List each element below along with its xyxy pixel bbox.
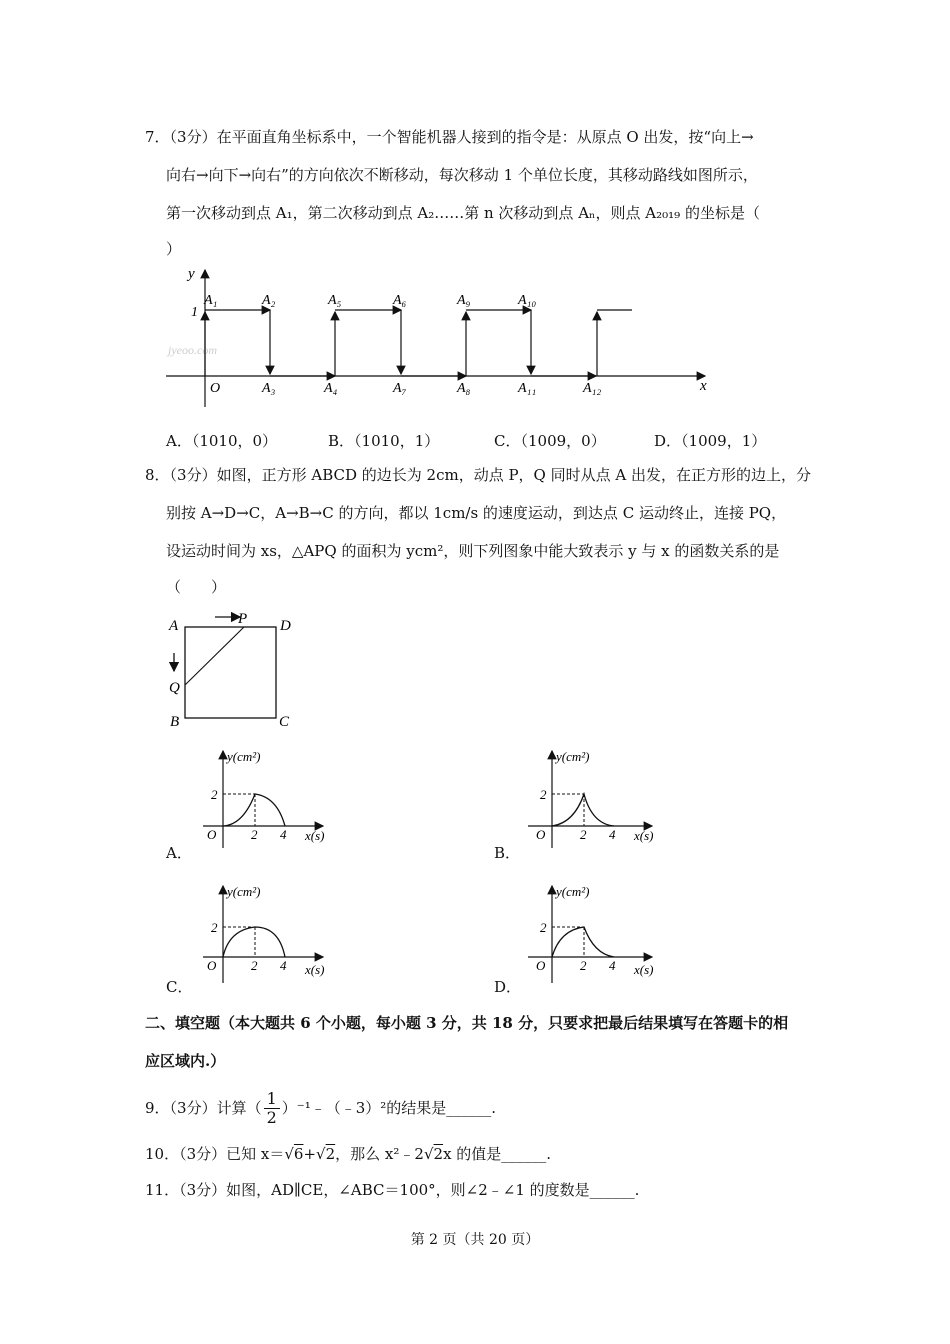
graph-c-two: 2 bbox=[211, 920, 218, 935]
q7-option-b[interactable]: B．（1010，1） bbox=[328, 432, 440, 450]
q7-option-d[interactable]: D．（1009，1） bbox=[654, 432, 767, 450]
q9-line bbox=[145, 1086, 496, 1130]
label-a10: A₁₀ bbox=[518, 293, 537, 308]
graph-c-curve bbox=[223, 927, 285, 957]
label-a5: A₅ bbox=[328, 293, 342, 308]
label-a4: A₄ bbox=[324, 381, 338, 396]
graph-a-two: 2 bbox=[211, 787, 218, 802]
graph-d-origin: O bbox=[536, 958, 546, 973]
q8-line-3: 设运动时间为 xs，△APQ 的面积为 ycm²，则下列图象中能大致表示 y 与 x 的函数关系的是 bbox=[166, 542, 780, 560]
q9-fraction bbox=[264, 1090, 280, 1127]
graph-b-origin: O bbox=[536, 827, 546, 842]
q7-option-c[interactable]: C．（1009，0） bbox=[494, 432, 606, 450]
graph-c-y-label: y(cm²) bbox=[227, 884, 261, 899]
graph-b-x2: 2 bbox=[580, 827, 587, 842]
q9-prefix: 9．（3分）计算（ bbox=[145, 1099, 262, 1117]
graph-option-a bbox=[195, 745, 340, 850]
label-d: D bbox=[280, 618, 291, 634]
graph-d-curve bbox=[552, 927, 614, 957]
q11-line: 11．（3分）如图，AD∥CE，∠ABC＝100°，则∠2﹣∠1 的度数是______. bbox=[145, 1181, 640, 1199]
label-a3: A₃ bbox=[262, 381, 276, 396]
q7-line-3: 第一次移动到点 A₁，第二次移动到点 A₂……第 n 次移动到点 Aₙ，则点 A₂₀₁₉ 的坐标是（ bbox=[166, 204, 760, 222]
x-axis-label: x bbox=[700, 378, 707, 394]
graph-d-x2: 2 bbox=[580, 958, 587, 973]
graph-b-x-label: x(s) bbox=[634, 828, 654, 843]
graph-b-y-label: y(cm²) bbox=[556, 749, 590, 764]
section2-heading-1: 二、填空题（本大题共 6 个小题，每小题 3 分，共 18 分，只要求把最后结果填写在答题卡的相 bbox=[145, 1014, 789, 1032]
q8-option-a[interactable]: A． bbox=[166, 844, 192, 862]
q9-frac-num: 1 bbox=[264, 1090, 280, 1109]
graph-b-x4: 4 bbox=[609, 827, 616, 842]
label-a8: A₈ bbox=[457, 381, 471, 396]
graph-c-x-label: x(s) bbox=[305, 962, 325, 977]
q10-sqrt-6: √6 bbox=[284, 1145, 304, 1163]
graph-d-x-label: x(s) bbox=[634, 962, 654, 977]
label-c: C bbox=[279, 714, 290, 730]
label-a6: A₆ bbox=[393, 293, 407, 308]
q7-line-2: 向右→向下→向右”的方向依次不断移动，每次移动 1 个单位长度，其移动路线如图所示， bbox=[166, 166, 758, 184]
q10-mid: ，那么 x²﹣2 bbox=[335, 1145, 424, 1163]
label-b: B bbox=[170, 714, 180, 730]
q10-suffix: x 的值是______. bbox=[443, 1145, 552, 1163]
origin-label: O bbox=[210, 381, 221, 396]
q10-sqrt-2a: √2 bbox=[316, 1145, 336, 1163]
q7-option-a[interactable]: A．（1010，0） bbox=[166, 432, 278, 450]
y-axis-label: y bbox=[188, 266, 195, 282]
graph-a-origin: O bbox=[207, 827, 217, 842]
graph-option-b bbox=[524, 745, 669, 850]
q7-line-4: ） bbox=[166, 240, 182, 258]
label-a7: A₇ bbox=[393, 381, 407, 396]
q9-suffix: ）⁻¹﹣（﹣3）²的结果是______. bbox=[281, 1099, 497, 1117]
q7-movement-figure bbox=[160, 262, 720, 412]
graph-a-x2: 2 bbox=[251, 827, 258, 842]
label-a1: A₁ bbox=[204, 293, 218, 308]
graph-c-origin: O bbox=[207, 958, 217, 973]
graph-a-curve bbox=[223, 794, 285, 826]
graph-a-x-label: x(s) bbox=[305, 828, 325, 843]
graph-b-curve bbox=[552, 794, 614, 826]
q8-line-2: 别按 A→D→C，A→B→C 的方向，都以 1cm/s 的速度运动，到达点 C 运动终止，连接 PQ， bbox=[166, 504, 787, 522]
graph-a-x4: 4 bbox=[280, 827, 287, 842]
label-a11: A₁₁ bbox=[518, 381, 537, 396]
q10-prefix: 10．（3分）已知 x＝ bbox=[145, 1145, 285, 1163]
q10-sqrt-2b: √2 bbox=[423, 1145, 444, 1163]
label-a2: A₂ bbox=[262, 293, 276, 308]
label-a: A bbox=[169, 618, 179, 634]
graph-d-two: 2 bbox=[540, 920, 547, 935]
graph-d-x4: 4 bbox=[609, 958, 616, 973]
graph-b-two: 2 bbox=[540, 787, 547, 802]
q8-line-1: 8．（3分）如图，正方形 ABCD 的边长为 2cm，动点 P，Q 同时从点 A 出发，在正方形的边上，分 bbox=[145, 466, 811, 484]
section2-heading-2: 应区域内.） bbox=[145, 1052, 226, 1070]
label-p: P bbox=[238, 611, 248, 627]
q8-square-figure bbox=[160, 605, 310, 735]
q8-option-b[interactable]: B． bbox=[494, 844, 521, 862]
q10-plus: + bbox=[303, 1145, 317, 1163]
q8-line-4: （ ） bbox=[166, 578, 227, 596]
q8-option-d[interactable]: D． bbox=[494, 978, 522, 996]
graph-a-y-label: y(cm²) bbox=[227, 749, 261, 764]
graph-c-x2: 2 bbox=[251, 958, 258, 973]
graph-option-c bbox=[195, 880, 340, 985]
q9-frac-den: 2 bbox=[266, 1107, 277, 1127]
graph-c-x4: 4 bbox=[280, 958, 287, 973]
watermark: jyeoo.com bbox=[168, 343, 217, 357]
q8-option-c[interactable]: C． bbox=[166, 978, 193, 996]
label-a12: A₁₂ bbox=[583, 381, 602, 396]
graph-d-y-label: y(cm²) bbox=[556, 884, 590, 899]
q10-line bbox=[145, 1144, 551, 1164]
graph-option-d bbox=[524, 880, 669, 985]
page-footer: 第 2 页（共 20 页） bbox=[410, 1232, 540, 1248]
label-q: Q bbox=[169, 680, 180, 696]
q7-line-1: 7．（3分）在平面直角坐标系中，一个智能机器人接到的指令是：从原点 O 出发，按“向上→ bbox=[145, 128, 754, 146]
one-label: 1 bbox=[191, 305, 198, 320]
label-a9: A₉ bbox=[457, 293, 471, 308]
segment-pq bbox=[185, 627, 244, 685]
